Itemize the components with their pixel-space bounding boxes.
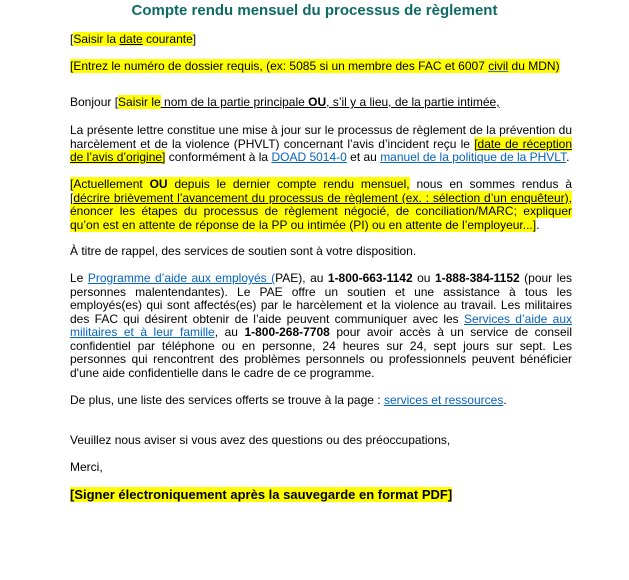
doad-5014-link[interactable]: DOAD 5014-0 (271, 150, 347, 164)
services-line: De plus, une liste des services offerts se trouve à la page : services et ressources. (70, 393, 507, 407)
employee-assistance-program-link[interactable]: Programme d’aide aux employés ( (87, 271, 276, 285)
page-title: Compte rendu mensuel du processus de règlement (131, 2, 498, 19)
reception-date-placeholder: [date de réception de l’avis d’origine] (70, 136, 572, 164)
phvlt-policy-manual-link[interactable]: manuel de la politique de la PHVLT (380, 150, 567, 164)
date-line: [Saisir la date courante] (70, 32, 197, 46)
reminder-line: À titre de rappel, des services de soutien sont à votre disposition. (70, 244, 417, 258)
thanks-line: Merci, (70, 460, 103, 474)
intro-paragraph: La présente lettre constitue une mise à jour sur le processus de règlement de la prévention du harcèlement et de la violence (PHVLT) concernant l’avis d’incident reçu le [date de réception de l’avis d’origine] conformément à la DOAD 5014-0 et au manuel de la politique de la PHVLT. (70, 123, 572, 164)
greeting: Bonjour [Saisir le nom de la partie principale OU, s’il y a lieu, de la partie intimée, (70, 95, 500, 109)
eap-paragraph: Le Programme d’aide aux employés (PAE), au 1-800-663-1142 ou 1-888-384-1152 (pour les personnes malentendantes). Le PAE offre un soutien et une assistance à tous les employés(es) qui sont affectés(es) par le harcèlement et la violence au travail. Les militaires des FAC qui désirent obtenir de l’aide peuvent communiquer avec les Services d’aide aux militaires et à leur famille, au 1-800-268-7708 pour avoir accès à un service de conseil confidentiel par téléphone ou en personne, 24 heures sur 24, sept jours sur sept. Les personnes qui rencontrent des problèmes personnels ou professionnels peuvent bénéficier d'une aide confidentielle dans le cadre de ce programme. (70, 271, 572, 380)
questions-line: Veuillez nous aviser si vous avez des questions ou des préoccupations, (70, 433, 451, 447)
services-and-resources-link[interactable]: services et ressources (383, 393, 504, 407)
military-family-services-link[interactable]: Services d’aide aux militaires et à leur famille (70, 311, 572, 339)
signature-line (70, 488, 572, 503)
file-number-line: [Entrez le numéro de dossier requis, (ex: 5085 si un membre des FAC et 6007 civil du MDN) (70, 59, 560, 73)
signature-placeholder: [Signer électroniquement après la sauvegarde en format PDF] (70, 487, 453, 502)
status-paragraph: [Actuellement OU depuis le dernier compte rendu mensuel, nous en sommes rendus à [décrire brièvement l’avancement du processus de règlement (ex. : sélection d’un enquêteur), énoncer les étapes du processus de règlement négocié, de conciliation/MARC; expliquer qu’on est en attente de réponse de la PP ou intimée (PI) ou en attente de l’employeur...]. (70, 177, 572, 232)
